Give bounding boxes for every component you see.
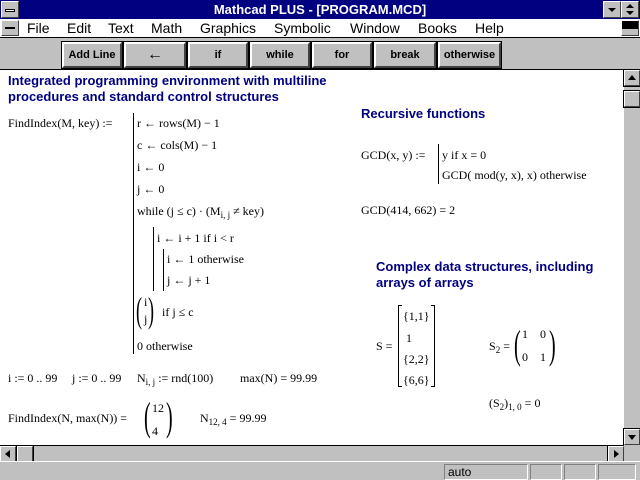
s2-element: 1 <box>522 327 528 341</box>
array-element: {1,1} <box>403 309 430 323</box>
break-button[interactable]: break <box>374 42 436 68</box>
matrix-n-definition[interactable]: $N_{i, j}$ := rnd(100) <box>137 371 214 387</box>
s2-bracket-right: ) <box>549 322 556 367</box>
gcd-line[interactable]: y if x = 0 <box>442 148 487 162</box>
vector-element[interactable]: i <box>144 295 148 309</box>
program-line[interactable]: i ← i + 1 if i < r <box>157 231 234 245</box>
heading-programming: Integrated programming environment with multiline procedures and standard control structures <box>8 73 327 104</box>
program-line[interactable]: j ← 0 <box>137 182 165 196</box>
gcd-line[interactable]: GCD( mod(y, x), x) otherwise <box>442 168 587 182</box>
n-element-evaluation[interactable]: $N_{12, 4} = 99.99$ <box>200 411 267 427</box>
menu-math[interactable]: Math <box>151 20 183 36</box>
result-bracket-right: ) <box>166 394 173 439</box>
matrix-bracket-right <box>434 305 435 387</box>
if-button[interactable]: if <box>188 42 248 68</box>
document-menu-button[interactable] <box>1 20 19 36</box>
status-bar <box>0 461 640 480</box>
heading-recursive: Recursive functions <box>361 106 486 121</box>
heading-data-structures: Complex data structures, including arrays of arrays <box>376 259 594 290</box>
otherwise-bar <box>163 249 164 291</box>
result-element: 12 <box>152 401 164 415</box>
scroll-down-button[interactable] <box>624 429 640 445</box>
scroll-thumb[interactable] <box>624 91 640 107</box>
worksheet[interactable] <box>0 69 624 445</box>
menu-symbolic[interactable]: Symbolic <box>274 20 331 36</box>
scroll-up-button[interactable] <box>624 70 640 86</box>
menu-help[interactable]: Help <box>475 20 504 36</box>
vector-bracket-left: ( <box>136 290 142 330</box>
array-element: {6,6} <box>403 373 430 387</box>
range-i[interactable]: i := 0 .. 99 <box>8 371 58 385</box>
toolbar-divider <box>0 69 640 70</box>
s2-element: 1 <box>540 350 546 364</box>
program-line[interactable]: j ← j + 1 <box>167 273 211 287</box>
calculation-mode: auto <box>444 464 528 480</box>
s2-element: 0 <box>540 327 546 341</box>
scroll-right-button[interactable] <box>608 446 624 462</box>
findindex-evaluation[interactable]: FindIndex(N, max(N)) = <box>8 411 128 425</box>
scroll-left-button[interactable] <box>0 446 16 462</box>
program-line[interactable]: r ← rows(M) − 1 <box>137 116 220 130</box>
menu-bar <box>0 19 640 38</box>
arrow-left-icon <box>5 450 10 458</box>
program-line[interactable]: if j ≤ c <box>162 305 194 319</box>
gcd-evaluation[interactable]: GCD(414, 662) = 2 <box>361 203 456 217</box>
minimize-icon <box>608 8 616 12</box>
menu-file[interactable]: File <box>27 20 50 36</box>
restore-icon <box>626 4 634 8</box>
menu-window[interactable]: Window <box>350 20 400 36</box>
s2-bracket-left: ( <box>514 322 521 367</box>
range-j[interactable]: j := 0 .. 99 <box>72 371 122 385</box>
menu-graphics[interactable]: Graphics <box>200 20 257 36</box>
program-line[interactable]: i ← 1 otherwise <box>167 252 244 266</box>
for-button[interactable]: for <box>312 42 372 68</box>
arrow-down-icon <box>628 435 636 440</box>
add-line-button[interactable]: Add Line <box>62 42 122 68</box>
arrow-up-icon <box>628 75 636 80</box>
otherwise-button[interactable]: otherwise <box>438 42 501 68</box>
menu-books[interactable]: Books <box>418 20 457 36</box>
vector-bracket-right: ) <box>148 290 154 330</box>
document-restore-button[interactable] <box>621 20 639 36</box>
title-bar <box>0 0 640 19</box>
program-bar <box>133 113 134 354</box>
menu-edit[interactable]: Edit <box>67 20 92 36</box>
scrollbar-corner <box>624 445 640 461</box>
status-panel <box>530 464 562 480</box>
while-line[interactable]: while $(j \le c) \cdot (M_{i, j} \ne key)$ <box>137 204 264 220</box>
gcd-program-bar <box>438 144 439 184</box>
s2-element-evaluation[interactable]: $(S_2)_{1, 0} = 0$ <box>489 396 541 412</box>
horizontal-scroll-thumb[interactable] <box>17 446 33 462</box>
while-body-bar <box>153 227 154 291</box>
while-button[interactable]: while <box>250 42 310 68</box>
window-title: Mathcad PLUS - [PROGRAM.MCD] <box>213 2 427 17</box>
s2-label[interactable]: $S_2$ = <box>489 339 510 355</box>
nested-array-label[interactable]: S = <box>376 339 393 353</box>
local-assign-button[interactable]: ← <box>124 42 186 68</box>
result-bracket-left: ( <box>144 394 151 439</box>
vector-element[interactable]: j <box>144 312 148 326</box>
horizontal-scrollbar[interactable] <box>0 445 624 461</box>
max-evaluation[interactable]: max(N) = 99.99 <box>240 371 318 385</box>
status-panel <box>598 464 636 480</box>
s2-element: 0 <box>522 350 528 364</box>
menu-text[interactable]: Text <box>108 20 134 36</box>
findindex-definition[interactable]: FindIndex(M, key) := <box>8 116 113 130</box>
vertical-scrollbar[interactable] <box>624 70 640 445</box>
program-line[interactable]: c ← cols(M) − 1 <box>137 138 218 152</box>
programming-toolbar <box>0 39 640 69</box>
restore-button[interactable] <box>621 1 639 18</box>
result-element: 4 <box>152 424 158 438</box>
minimize-button[interactable] <box>603 1 621 18</box>
program-line[interactable]: i ← 0 <box>137 160 165 174</box>
array-element: {2,2} <box>403 352 430 366</box>
gcd-definition[interactable]: GCD(x, y) := <box>361 148 426 162</box>
matrix-bracket-left <box>398 305 399 387</box>
array-element: 1 <box>406 331 412 345</box>
program-line[interactable]: 0 otherwise <box>137 339 193 353</box>
arrow-right-icon <box>614 450 619 458</box>
status-panel <box>564 464 596 480</box>
